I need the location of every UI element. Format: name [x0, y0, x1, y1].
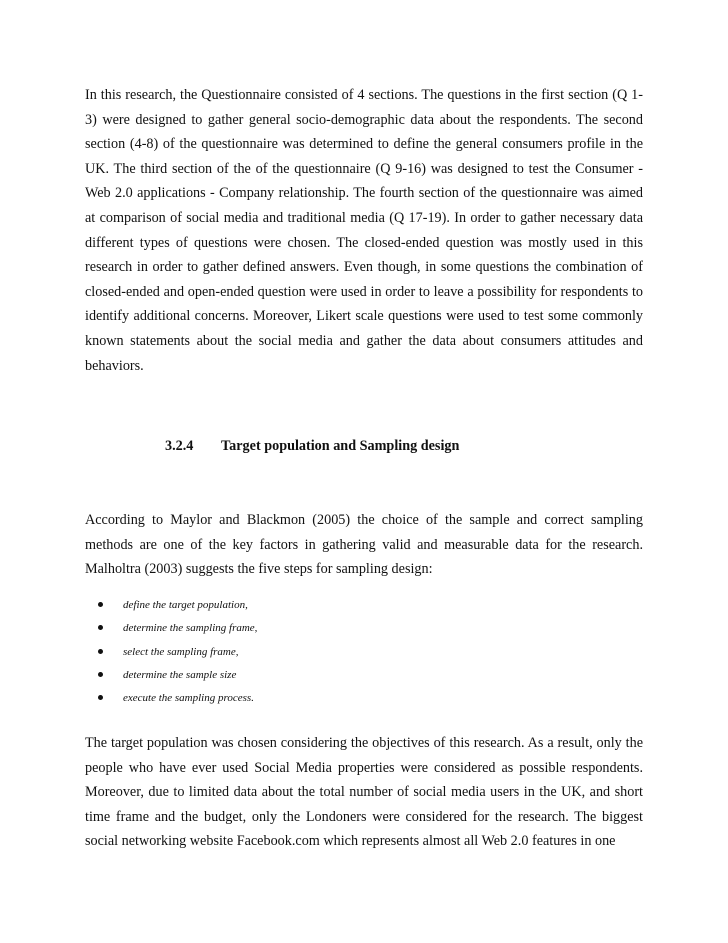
list-item: [96, 594, 257, 617]
bullet-icon: [98, 672, 103, 677]
list-item-text: select the sampling frame,: [123, 645, 239, 658]
list-item-text: determine the sampling frame,: [123, 622, 258, 635]
list-item: [96, 617, 257, 640]
section-number: 3.2.4: [165, 438, 194, 454]
section-title: Target population and Sampling design: [221, 438, 460, 454]
bullet-icon: [98, 625, 103, 630]
list-item-text: determine the sample size: [123, 668, 237, 681]
list-item-text: execute the sampling process.: [123, 692, 254, 705]
section-heading: [165, 438, 459, 455]
list-item-text: define the target population,: [123, 599, 248, 611]
bullet-icon: [98, 602, 103, 607]
paragraph-target-population: The target population was chosen considering the objectives of this research. As a result, only the people who have ever used Social Media properties were considered as possible respondents. Moreover, due to limited data about the total number of social media users in the UK, and short time frame and the budget, only the Londoners were considered for the research. The biggest social networking website Facebook.com which represents almost all Web 2.0 features in one: [85, 735, 643, 850]
paragraph-questionnaire: In this research, the Questionnaire consisted of 4 sections. The questions in the first section (Q 1-3) were designed to gather general socio-demographic data about the respondents. The second section (4-8) of the questionnaire was determined to define the general consumers profile in the UK. The third section of the of the questionnaire (Q 9-16) was designed to test the Consumer - Web 2.0 applications - Company relationship. The fourth section of the questionnaire was aimed at comparison of social media and traditional media (Q 17-19). In order to gather necessary data different types of questions were chosen. The closed-ended question was mostly used in this research in order to gather defined answers. Even though, in some questions the combination of closed-ended and open-ended question were used in order to leave a possibility for respondents to identify additional concerns. Moreover, Likert scale questions were used to test some commonly known statements about the social media and gather the data about consumers attitudes and behaviors.: [85, 87, 643, 374]
bullet-icon: [98, 695, 103, 700]
paragraph-sampling-intro: According to Maylor and Blackmon (2005) the choice of the sample and correct sampling methods are one of the key factors in gathering valid and measurable data for the research. Malholtra (2003) suggests the five steps for sampling design:: [85, 512, 643, 578]
bullet-icon: [98, 649, 103, 654]
list-item: [96, 687, 257, 710]
list-item: [96, 664, 257, 687]
sampling-steps-list: [96, 594, 257, 710]
list-item: [96, 641, 257, 664]
